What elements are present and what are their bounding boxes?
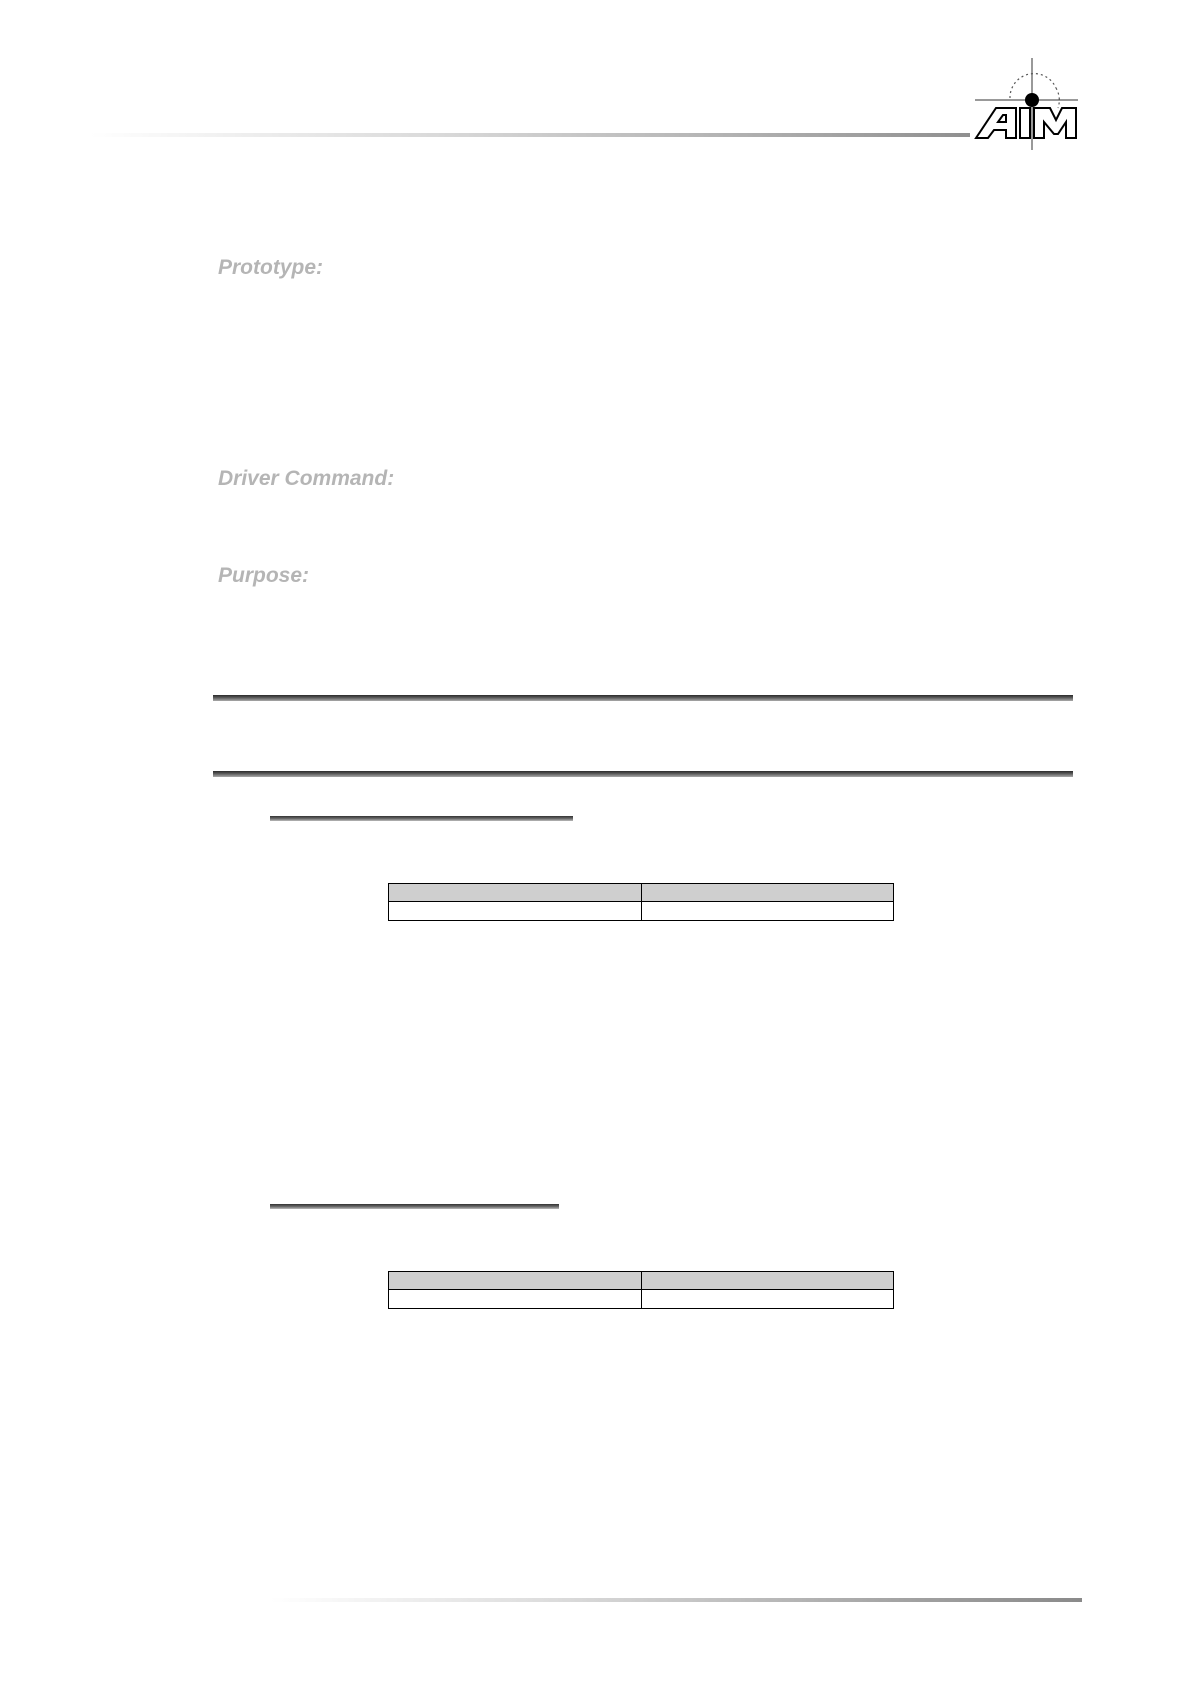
subsection-underline bbox=[270, 816, 573, 821]
header-rule bbox=[90, 133, 970, 137]
section-divider-bottom bbox=[213, 771, 1073, 777]
table-row bbox=[389, 902, 894, 921]
table-cell bbox=[641, 902, 894, 921]
table-header-cell bbox=[389, 884, 642, 902]
purpose-label: Purpose: bbox=[218, 564, 310, 587]
prototype-label: Prototype: bbox=[218, 256, 323, 279]
table-header-row bbox=[389, 884, 894, 902]
table-row bbox=[389, 1290, 894, 1309]
table-cell bbox=[389, 902, 642, 921]
section-divider-top bbox=[213, 695, 1073, 701]
parameter-table bbox=[388, 883, 894, 921]
table-header-row bbox=[389, 1272, 894, 1290]
driver-command-label: Driver Command: bbox=[218, 467, 395, 490]
table-cell bbox=[389, 1290, 642, 1309]
parameter-table bbox=[388, 1271, 894, 1309]
table-header-cell bbox=[389, 1272, 642, 1290]
table-cell bbox=[641, 1290, 894, 1309]
table-header-cell bbox=[641, 1272, 894, 1290]
table-header-cell bbox=[641, 884, 894, 902]
aim-logo-icon bbox=[970, 58, 1080, 150]
footer-rule bbox=[270, 1598, 1082, 1602]
subsection-underline bbox=[270, 1204, 559, 1209]
